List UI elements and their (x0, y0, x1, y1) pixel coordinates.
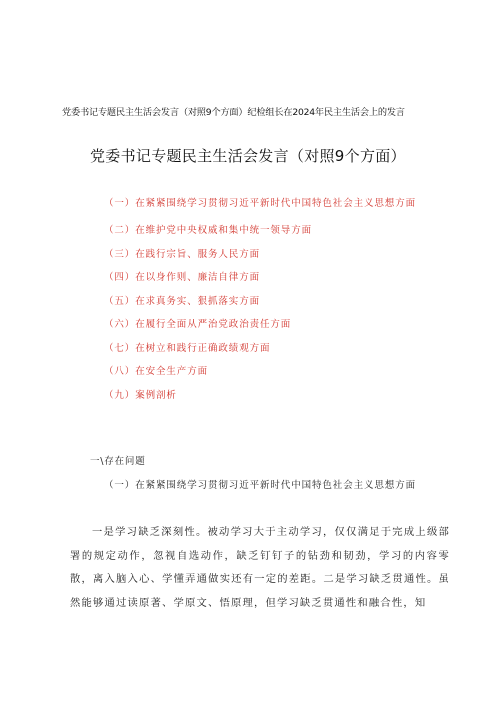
toc-item-1: （一）在紧紧围绕学习贯彻习近平新时代中国特色社会主义思想方面 (104, 198, 417, 209)
toc-item-2: （二）在维护党中央权威和集中统一领导方面 (104, 225, 313, 236)
toc-item-7: （七）在树立和践行正确政绩观方面 (104, 342, 271, 354)
toc-item-4: （四）在以身作则、廉洁自律方面 (104, 272, 261, 283)
toc-item-3: （三）在践行宗旨、服务人民方面 (104, 248, 261, 260)
toc-item-8: （八）在安全生产方面 (104, 366, 209, 377)
toc-item-9: （九）案例剖析 (104, 389, 177, 401)
table-of-contents (70, 193, 460, 407)
document-title: 党委书记专题民主生活会发言（对照9个方面） (90, 147, 406, 165)
section-subheading: （一）在紧紧围绕学习贯彻习近平新时代中国特色社会主义思想方面 (104, 480, 417, 491)
document-header: 党委书记专题民主生活会发言（对照9个方面）纪检组长在2024年民主生活会上的发言 (62, 107, 405, 118)
body-paragraph: 一是学习缺乏深刻性。被动学习大于主动学习，仅仅满足于完成上级部署的规定动作，忽视自选动作，缺乏钉钉子的钻劲和韧劲，学习的内容零散，离入脑入心、学懂弄通做实还有一定的差距。二是学习缺乏贯通性。虽然能够通过读原著、学原文、悟原理，但学习缺乏贯通性和融合性，知 (70, 526, 450, 609)
toc-item-5: （五）在求真务实、狠抓落实方面 (104, 295, 261, 307)
section-heading: 一\存在问题 (90, 456, 146, 467)
toc-item-6: （六）在履行全面从严治党政治责任方面 (104, 319, 292, 330)
